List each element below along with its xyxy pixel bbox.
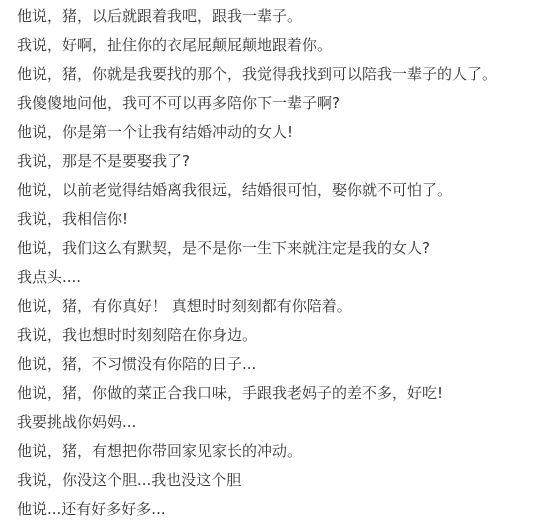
text-line-1: 他说，猪，以后就跟着我吧，跟我一辈子。 xyxy=(17,7,303,25)
text-line-6: 我说，那是不是要娶我了? xyxy=(17,152,190,170)
text-line-12: 我说，我也想时时刻刻陪在你身边。 xyxy=(17,326,258,344)
text-line-14: 他说，猪，你做的菜正合我口味，手跟我老妈子的差不多，好吃! xyxy=(17,384,444,402)
text-line-17: 我说，你没这个胆...我也没这个胆 xyxy=(17,471,242,489)
text-line-10: 我点头.... xyxy=(17,268,82,286)
text-line-9: 他说，我们这么有默契，是不是你一生下来就注定是我的女人? xyxy=(17,239,430,257)
text-line-7: 他说，以前老觉得结婚离我很远，结婚很可怕，娶你就不可怕了。 xyxy=(17,181,453,199)
text-line-8: 我说，我相信你! xyxy=(17,210,129,228)
text-line-11: 他说，猪，有你真好！ 真想时时刻刻都有你陪着。 xyxy=(17,297,352,315)
text-line-15: 我要挑战你妈妈... xyxy=(17,413,137,431)
text-line-5: 他说，你是第一个让我有结婚冲动的女人! xyxy=(17,123,294,141)
text-line-4: 我傻傻地问他，我可不可以再多陪你下一辈子啊? xyxy=(17,94,340,112)
text-line-16: 他说，猪，有想把你带回家见家长的冲动。 xyxy=(17,442,303,460)
text-line-3: 他说，猪，你就是我要找的那个，我觉得我找到可以陪我一辈子的人了。 xyxy=(17,65,498,83)
text-line-18: 他说...还有好多好多... xyxy=(17,500,166,518)
text-line-2: 我说，好啊，扯住你的衣尾屁颠屁颠地跟着你。 xyxy=(17,36,333,54)
text-line-13: 他说，猪，不习惯没有你陪的日子... xyxy=(17,355,257,373)
